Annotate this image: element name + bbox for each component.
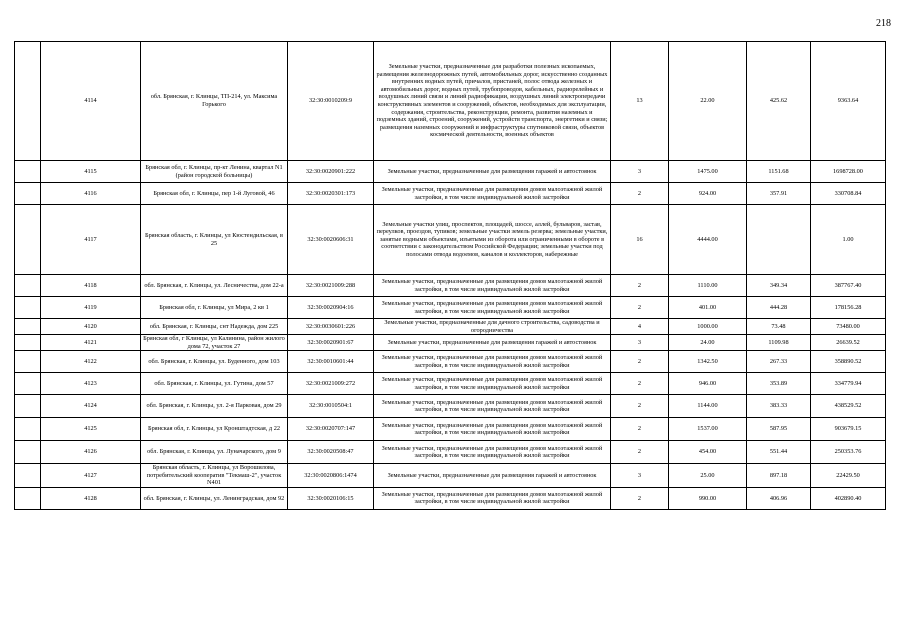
blank-cell — [15, 464, 41, 488]
address-cell: Брянская обл, г. Клинцы, ул Кронштадтская, д 22 — [141, 418, 288, 441]
area-cell: 990.00 — [669, 487, 747, 509]
specific-value: 349.34 — [747, 275, 811, 297]
cadastral-value: 438529.52 — [811, 395, 886, 418]
land-plots-table — [14, 41, 886, 510]
table-row — [15, 205, 886, 275]
specific-value: 73.48 — [747, 319, 811, 335]
cadastral-value: 1.00 — [811, 205, 886, 275]
cadastral-value: 387767.40 — [811, 275, 886, 297]
blank-cell — [15, 319, 41, 335]
purpose-cell: Земельные участки улиц, проспектов, площадей, шоссе, аллей, бульваров, застав, переулков, проездов, тупиков; земельные участки земель резерва; земельные участки, занятые водными объектами, изъятыми из оборота или ограниченными в обороте в соответствии с законодательством Российской Федерации; земельные участки под полосами отвода водоемов, каналов и коллекторов, набережные — [374, 205, 611, 275]
address-cell: обл. Брянская, г. Клинцы, ул. 2-я Парковая, дом 29 — [141, 395, 288, 418]
cadastral-value: 334779.94 — [811, 373, 886, 395]
row-number: 4114 — [41, 42, 141, 161]
table-row — [15, 183, 886, 205]
purpose-cell: Земельные участки, предназначенные для разработки полезных ископаемых, размещения железнодорожных путей, автомобильных дорог, искусственно созданных внутренних водных путей, причалов, пристаней, полос отвода железных и автомобильных дорог, водных путей, трубопроводов, кабельных, радиорелейных и воздушных линий связи и линий радиофикации, воздушных линий электропередачи конструктивных элементов и сооружений, объектов, необходимых для эксплуатации, содержания, строительства, реконструкции, ремонта, развития наземных и подземных зданий, строений, сооружений, устройств транспорта, энергетики и связи; размещения наземных сооружений и инфраструктуры спутниковой связи, объектов космической деятельности, военных объектов — [374, 42, 611, 161]
purpose-cell: Земельные участки, предназначенные для размещения домов малоэтажной жилой застройки, в том числе индивидуальной жилой застройки — [374, 275, 611, 297]
purpose-cell: Земельные участки, предназначенные для размещения гаражей и автостоянок — [374, 464, 611, 488]
blank-cell — [15, 487, 41, 509]
cadastral-number: 32:30:0030601:226 — [288, 319, 374, 335]
table-row — [15, 297, 886, 319]
row-number: 4123 — [41, 373, 141, 395]
purpose-cell: Земельные участки, предназначенные для дачного строительства, садоводства и огородничества — [374, 319, 611, 335]
blank-cell — [15, 335, 41, 351]
blank-cell — [15, 395, 41, 418]
specific-value: 587.95 — [747, 418, 811, 441]
group-number: 3 — [611, 335, 669, 351]
specific-value: 267.33 — [747, 351, 811, 373]
group-number: 13 — [611, 42, 669, 161]
table-row — [15, 42, 886, 161]
cadastral-number: 32:30:0020106:15 — [288, 487, 374, 509]
specific-value: 1151.68 — [747, 161, 811, 183]
specific-value: 551.44 — [747, 441, 811, 464]
cadastral-value: 250353.76 — [811, 441, 886, 464]
row-number: 4119 — [41, 297, 141, 319]
table-row — [15, 441, 886, 464]
address-cell: Брянская обл, г. Клинцы, пер 1-й Луговой, 46 — [141, 183, 288, 205]
address-cell: Брянская область, г. Клинцы, ул Ворошилова, потребительский кооператив "Текмаш-2", участок N401 — [141, 464, 288, 488]
cadastral-value: 358890.52 — [811, 351, 886, 373]
cadastral-number: 32:30:0021009:288 — [288, 275, 374, 297]
specific-value: 444.28 — [747, 297, 811, 319]
row-number: 4125 — [41, 418, 141, 441]
address-cell: Брянская обл, г. Клинцы, ул Мира, 2 кв 1 — [141, 297, 288, 319]
row-number: 4121 — [41, 335, 141, 351]
group-number: 3 — [611, 161, 669, 183]
area-cell: 1342.50 — [669, 351, 747, 373]
group-number: 2 — [611, 351, 669, 373]
cadastral-value: 22429.50 — [811, 464, 886, 488]
purpose-cell: Земельные участки, предназначенные для размещения домов малоэтажной жилой застройки, в том числе индивидуальной жилой застройки — [374, 183, 611, 205]
cadastral-number: 32:30:0010601:44 — [288, 351, 374, 373]
blank-cell — [15, 42, 41, 161]
table-row — [15, 275, 886, 297]
table-row — [15, 464, 886, 488]
specific-value: 383.33 — [747, 395, 811, 418]
cadastral-value: 330708.84 — [811, 183, 886, 205]
table-row — [15, 161, 886, 183]
address-cell: обл. Брянская, г. Клинцы, ул. Гутина, дом 57 — [141, 373, 288, 395]
address-cell: обл. Брянская, г. Клинцы, ул. Лесничества, дом 22-а — [141, 275, 288, 297]
cadastral-number: 32:30:0020901:67 — [288, 335, 374, 351]
table-row — [15, 487, 886, 509]
cadastral-number: 32:30:0020301:173 — [288, 183, 374, 205]
address-cell: обл. Брянская, г. Клинцы, ул. Буденного, дом 103 — [141, 351, 288, 373]
address-cell: обл. Брянская, г. Клинцы, снт Надежда, дом 225 — [141, 319, 288, 335]
cadastral-value: 1698728.00 — [811, 161, 886, 183]
address-cell: обл. Брянская, г. Клинцы, ул. Ленинградская, дом 92 — [141, 487, 288, 509]
group-number: 2 — [611, 297, 669, 319]
area-cell: 1537.00 — [669, 418, 747, 441]
row-number: 4118 — [41, 275, 141, 297]
cadastral-number: 32:30:0020707:147 — [288, 418, 374, 441]
row-number: 4122 — [41, 351, 141, 373]
area-cell: 1000.00 — [669, 319, 747, 335]
row-number: 4127 — [41, 464, 141, 488]
group-number: 2 — [611, 441, 669, 464]
table-row — [15, 418, 886, 441]
table-row — [15, 319, 886, 335]
table-row — [15, 373, 886, 395]
purpose-cell: Земельные участки, предназначенные для размещения домов малоэтажной жилой застройки, в том числе индивидуальной жилой застройки — [374, 418, 611, 441]
purpose-cell: Земельные участки, предназначенные для размещения домов малоэтажной жилой застройки, в том числе индивидуальной жилой застройки — [374, 373, 611, 395]
cadastral-number: 32:30:0020901:222 — [288, 161, 374, 183]
row-number: 4128 — [41, 487, 141, 509]
blank-cell — [15, 441, 41, 464]
purpose-cell: Земельные участки, предназначенные для размещения домов малоэтажной жилой застройки, в том числе индивидуальной жилой застройки — [374, 351, 611, 373]
cadastral-value: 178156.28 — [811, 297, 886, 319]
group-number: 4 — [611, 319, 669, 335]
area-cell: 946.00 — [669, 373, 747, 395]
purpose-cell: Земельные участки, предназначенные для размещения домов малоэтажной жилой застройки, в том числе индивидуальной жилой застройки — [374, 441, 611, 464]
group-number: 2 — [611, 487, 669, 509]
purpose-cell: Земельные участки, предназначенные для размещения домов малоэтажной жилой застройки, в том числе индивидуальной жилой застройки — [374, 297, 611, 319]
group-number: 16 — [611, 205, 669, 275]
area-cell: 22.00 — [669, 42, 747, 161]
group-number: 2 — [611, 183, 669, 205]
specific-value: 406.96 — [747, 487, 811, 509]
table-row — [15, 395, 886, 418]
area-cell: 1110.00 — [669, 275, 747, 297]
cadastral-number: 32:30:0020806:1474 — [288, 464, 374, 488]
cadastral-value: 402890.40 — [811, 487, 886, 509]
group-number: 2 — [611, 373, 669, 395]
blank-cell — [15, 205, 41, 275]
cadastral-value: 903679.15 — [811, 418, 886, 441]
specific-value: 357.91 — [747, 183, 811, 205]
area-cell: 4444.00 — [669, 205, 747, 275]
table-row — [15, 351, 886, 373]
specific-value: 897.18 — [747, 464, 811, 488]
group-number: 3 — [611, 464, 669, 488]
area-cell: 25.00 — [669, 464, 747, 488]
area-cell: 1144.00 — [669, 395, 747, 418]
purpose-cell: Земельные участки, предназначенные для размещения гаражей и автостоянок — [374, 161, 611, 183]
cadastral-number: 32:30:0010504:1 — [288, 395, 374, 418]
blank-cell — [15, 297, 41, 319]
address-cell: обл. Брянская, г. Клинцы, ул. Луначарского, дом 9 — [141, 441, 288, 464]
purpose-cell: Земельные участки, предназначенные для размещения гаражей и автостоянок — [374, 335, 611, 351]
area-cell: 454.00 — [669, 441, 747, 464]
area-cell: 24.00 — [669, 335, 747, 351]
blank-cell — [15, 275, 41, 297]
row-number: 4117 — [41, 205, 141, 275]
row-number: 4120 — [41, 319, 141, 335]
cadastral-number: 32:30:0020508:47 — [288, 441, 374, 464]
row-number: 4124 — [41, 395, 141, 418]
table-row — [15, 335, 886, 351]
cadastral-number: 32:30:0020606:31 — [288, 205, 374, 275]
address-cell: Брянская обл, г Клинцы, ул Калинина, район жилого дома 72, участок 27 — [141, 335, 288, 351]
specific-value: 425.62 — [747, 42, 811, 161]
address-cell: Брянская обл, г. Клинцы, пр-кт Ленина, квартал N1 (район городской больницы) — [141, 161, 288, 183]
cadastral-value: 9363.64 — [811, 42, 886, 161]
blank-cell — [15, 183, 41, 205]
group-number: 2 — [611, 418, 669, 441]
specific-value: 353.89 — [747, 373, 811, 395]
cadastral-value: 73480.00 — [811, 319, 886, 335]
purpose-cell: Земельные участки, предназначенные для размещения домов малоэтажной жилой застройки, в том числе индивидуальной жилой застройки — [374, 487, 611, 509]
address-cell: Брянская область, г. Клинцы, ул Кюстендильская, в 25 — [141, 205, 288, 275]
area-cell: 401.00 — [669, 297, 747, 319]
cadastral-number: 32:30:0021009:272 — [288, 373, 374, 395]
row-number: 4126 — [41, 441, 141, 464]
purpose-cell: Земельные участки, предназначенные для размещения домов малоэтажной жилой застройки, в том числе индивидуальной жилой застройки — [374, 395, 611, 418]
cadastral-number: 32:30:0020904:16 — [288, 297, 374, 319]
row-number: 4115 — [41, 161, 141, 183]
blank-cell — [15, 351, 41, 373]
row-number: 4116 — [41, 183, 141, 205]
group-number: 2 — [611, 395, 669, 418]
group-number: 2 — [611, 275, 669, 297]
blank-cell — [15, 161, 41, 183]
specific-value — [747, 205, 811, 275]
specific-value: 1109.98 — [747, 335, 811, 351]
area-cell: 924.00 — [669, 183, 747, 205]
area-cell: 1475.00 — [669, 161, 747, 183]
cadastral-value: 26639.52 — [811, 335, 886, 351]
cadastral-number: 32:30:0010209:9 — [288, 42, 374, 161]
blank-cell — [15, 418, 41, 441]
blank-cell — [15, 373, 41, 395]
address-cell: обл. Брянская, г. Клинцы, ТП-214, ул. Максима Горького — [141, 42, 288, 161]
page-number: 218 — [876, 18, 891, 29]
